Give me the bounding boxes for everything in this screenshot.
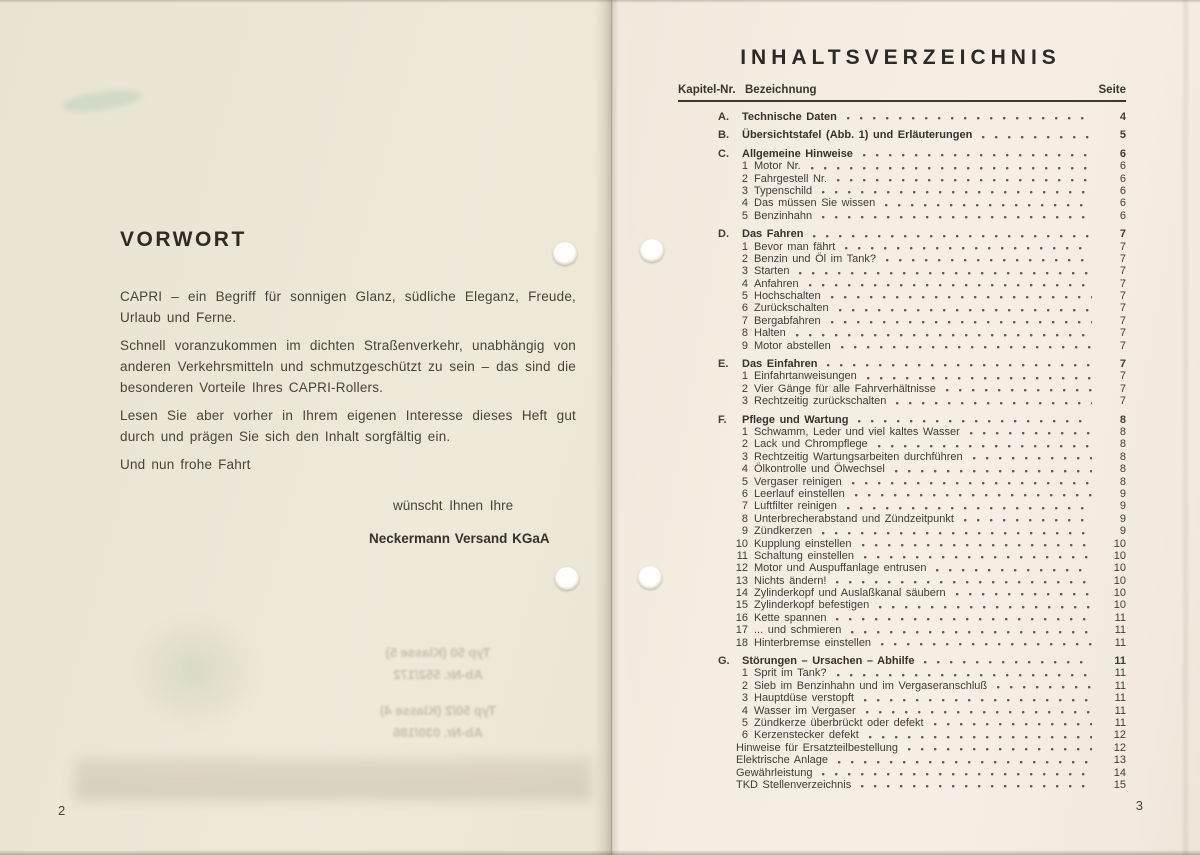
toc-item-row: 3 Rechtzeitig Wartungsarbeiten durchführen 8 <box>741 450 1126 463</box>
toc-item-row: 2 Fahrgestell Nr. 6 <box>741 172 1126 185</box>
toc-item-row: 5 Benzinhahn 6 <box>741 209 1126 222</box>
toc-item-row: 17 ... und schmieren 11 <box>735 624 1126 637</box>
toc-item-row: 1 Sprit im Tank? 11 <box>741 667 1126 680</box>
foreword-block <box>120 228 576 482</box>
toc-title: INHALTSVERZEICHNIS <box>740 46 1061 69</box>
toc-section-row: A. Technische Daten 4 <box>718 111 1126 123</box>
toc-list <box>678 111 1126 791</box>
toc-item-row: 7 Bergabfahren 7 <box>741 314 1126 327</box>
showthrough-illustration-blob <box>128 610 260 732</box>
toc-section-a <box>678 111 1126 123</box>
toc-item-row: 1 Bevor man fährt 7 <box>741 240 1126 253</box>
toc-header-rule <box>678 100 1126 102</box>
toc-section-row: F. Pflege und Wartung 8 <box>718 413 1126 426</box>
toc-item-row: 10 Kupplung einstellen 10 <box>735 537 1126 550</box>
toc-col-chapter: Kapitel-Nr. <box>678 84 736 96</box>
toc-section-b <box>678 129 1126 141</box>
toc-section-row: B. Übersichtstafel (Abb. 1) und Erläuterungen 5 <box>718 129 1126 142</box>
showthrough-text-line: Typ 50/2 (Klasse 4) <box>379 703 497 718</box>
toc-section-row: G. Störungen – Ursachen – Abhilfe 11 <box>718 655 1126 668</box>
toc-item-row: 2 Sieb im Benzinhahn und im Vergaseranschluß 11 <box>741 679 1126 692</box>
toc-col-page: Seite <box>1098 84 1126 96</box>
punch-hole <box>553 242 577 265</box>
page-right-inhaltsverzeichnis <box>612 0 1200 855</box>
toc-section-row: E. Das Einfahren 7 <box>718 358 1126 371</box>
toc-item-row: 1 Schwamm, Leder und viel kaltes Wasser 8 <box>741 425 1126 438</box>
toc-item-row: Elektrische Anlage 13 <box>736 754 1126 767</box>
toc-item-row: 4 Anfahren 7 <box>741 277 1126 290</box>
toc-item-row: 5 Zündkerze überbrückt oder defekt 11 <box>741 716 1126 729</box>
showthrough-mirrored-text <box>340 642 536 744</box>
toc-col-name: Bezeichnung <box>745 84 817 96</box>
foreword-paragraph: Schnell voranzukommen im dichten Straßenverkehr, unabhängig von anderen Verkehrsmitteln und schmutzgeschützt zu sein – das sind die besonderen Vorteile Ihres CAPRI-Rollers. <box>120 338 576 395</box>
toc-item-row: 15 Zylinderkopf befestigen 10 <box>735 599 1126 612</box>
toc-item-row: 13 Nichts ändern! 10 <box>735 574 1126 587</box>
toc-item-row: Hinweise für Ersatzteilbestellung 12 <box>736 741 1126 754</box>
foreword-paragraph: CAPRI – ein Begriff für sonnigen Glanz, südliche Eleganz, Freude, Urlaub und Ferne. <box>120 289 576 325</box>
toc-item-row: 8 Halten 7 <box>741 327 1126 340</box>
toc-item-row: 5 Vergaser reinigen 8 <box>741 475 1126 488</box>
toc-section-e <box>678 358 1126 408</box>
punch-hole <box>638 566 662 589</box>
toc-item-row: 5 Hochschalten 7 <box>741 290 1126 303</box>
toc-item-row: 16 Kette spannen 11 <box>735 611 1126 624</box>
showthrough-text-line: Ab-Nr. 552/172 <box>393 667 483 682</box>
toc-item-row: 6 Kerzenstecker defekt 12 <box>741 729 1126 742</box>
toc-item-row: 1 Motor Nr. 6 <box>741 160 1126 173</box>
toc-item-row: 9 Motor abstellen 7 <box>741 339 1126 352</box>
signature-intro: wünscht Ihnen Ihre <box>393 498 514 513</box>
punch-hole <box>555 567 579 590</box>
toc-item-row: 2 Benzin und Öl im Tank? 7 <box>741 252 1126 265</box>
toc-item-row: 18 Hinterbremse einstellen 11 <box>735 636 1126 649</box>
toc-item-row: 2 Lack und Chrompflege 8 <box>741 438 1126 451</box>
toc-item-row: 9 Zündkerzen 9 <box>741 525 1126 538</box>
toc-item-row: 11 Schaltung einstellen 10 <box>736 549 1126 562</box>
toc-item-row: TKD Stellenverzeichnis 15 <box>736 778 1126 791</box>
punch-hole <box>640 239 664 262</box>
showthrough-text-line: Typ 50 (Klasse 5) <box>385 645 491 660</box>
toc-item-row: 3 Rechtzeitig zurückschalten 7 <box>741 395 1126 408</box>
toc-item-row: 6 Leerlauf einstellen 9 <box>741 487 1126 500</box>
toc-item-row: 3 Starten 7 <box>741 265 1126 278</box>
foreword-paragraph: Lesen Sie aber vorher in Ihrem eigenen Interesse dieses Heft gut durch und prägen Sie sich den Inhalt sorgfältig ein. <box>120 408 576 444</box>
toc-section-g <box>678 655 1126 791</box>
page-edge-crease <box>1181 0 1190 855</box>
showthrough-logo-band <box>75 758 592 800</box>
toc-section-row: D. Das Fahren 7 <box>718 228 1126 241</box>
toc-item-row: 3 Typenschild 6 <box>741 184 1126 197</box>
page-number-left: 2 <box>58 803 66 818</box>
toc-section-c <box>678 148 1126 222</box>
toc-item-row: 8 Unterbrecherabstand und Zündzeitpunkt 9 <box>741 512 1126 525</box>
toc-item-row: 7 Luftfilter reinigen 9 <box>741 500 1126 513</box>
toc-section-row: C. Allgemeine Hinweise 6 <box>718 147 1126 160</box>
showthrough-text-line: Ab-Nr. 030/186 <box>393 725 483 740</box>
toc-item-row: 2 Vier Gänge für alle Fahrverhältnisse 7 <box>741 382 1126 395</box>
toc-item-row: 4 Wasser im Vergaser 11 <box>741 704 1126 717</box>
toc-column-headers <box>678 84 1126 96</box>
toc-section-f <box>678 414 1126 649</box>
signature-company-name: Neckermann Versand KGaA <box>369 531 550 546</box>
toc-item-row: 14 Zylinderkopf und Auslaßkanal säubern 10 <box>735 587 1126 600</box>
showthrough-mark <box>61 87 143 116</box>
toc-item-row: 3 Hauptdüse verstopft 11 <box>741 692 1126 705</box>
toc-item-row: 1 Einfahrtanweisungen 7 <box>741 370 1126 383</box>
toc-item-row: 12 Motor und Auspuffanlage entrusen 10 <box>735 562 1126 575</box>
page-number-right: 3 <box>1135 798 1143 813</box>
foreword-heading: VORWORT <box>120 228 247 251</box>
foreword-closing-line: Und nun frohe Fahrt <box>120 457 251 472</box>
toc-item-row: 6 Zurückschalten 7 <box>741 302 1126 315</box>
toc-item-row: 4 Das müssen Sie wissen 6 <box>741 197 1126 210</box>
toc-section-d <box>678 228 1126 352</box>
toc-item-row: Gewährleistung 14 <box>736 766 1126 779</box>
toc-item-row: 4 Ölkontrolle und Ölwechsel 8 <box>741 463 1126 476</box>
